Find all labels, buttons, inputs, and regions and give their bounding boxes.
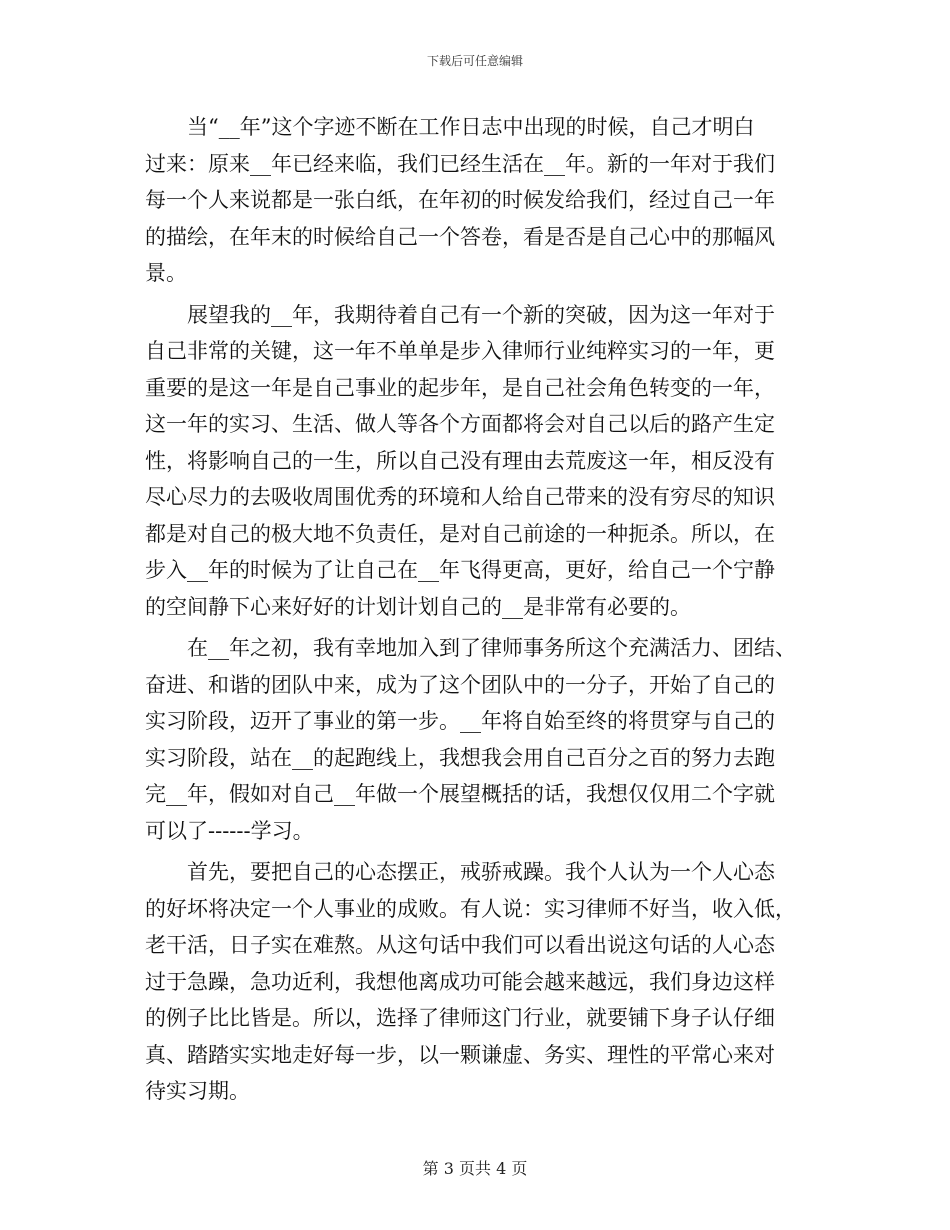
- text-line: 重要的是这一年是自己事业的起步年，是自己社会角色转变的一年，: [145, 375, 775, 400]
- text-line: 真、踏踏实实地走好每一步，以一颗谦虚、务实、理性的平常心来对: [145, 1042, 775, 1067]
- text-line: 待实习期。: [145, 1079, 250, 1103]
- text-line: 展望我的__年，我期待着自己有一个新的突破，因为这一年对于: [145, 302, 775, 327]
- text-line: 这一年的实习、生活、做人等各个方面都将会对自己以后的路产生定: [145, 412, 775, 436]
- text-line: 老干活，日子实在难熬。从这句话中我们可以看出说这句话的人心态: [145, 933, 775, 957]
- text-line: 的例子比比皆是。所以，选择了律师这门行业，就要铺下身子认仔细: [145, 1006, 775, 1030]
- text-line: 步入__年的时候为了让自己在__年飞得更高，更好，给自己一个宁静: [145, 558, 775, 582]
- text-line: 性，将影响自己的一生，所以自己没有理由去荒废这一年，相反没有: [145, 448, 775, 473]
- text-line: 的描绘，在年末的时候给自己一个答卷，看是否是自己心中的那幅风: [145, 224, 775, 249]
- text-line: 实习阶段，迈开了事业的第一步。__年将自始至终的将贯穿与自己的: [145, 709, 775, 733]
- text-line: 可以了------学习。: [145, 818, 314, 843]
- text-line: 在__年之初，我有幸地加入到了律师事务所这个充满活力、团结、: [145, 636, 796, 660]
- paragraph-4: [145, 854, 805, 1110]
- text-line: 的空间静下心来好好的计划计划自己的__是非常有必要的。: [145, 594, 691, 619]
- text-line: 实习阶段，站在__的起跑线上，我想我会用自己百分之百的努力去跑: [145, 745, 775, 770]
- text-line: 奋进、和谐的团队中来，成为了这个团队中的一分子，开始了自己的: [145, 672, 775, 697]
- page-header: 下载后可任意编辑: [426, 54, 523, 68]
- text-line: 首先，要把自己的心态摆正，戒骄戒躁。我个人认为一个人心态: [145, 860, 775, 884]
- text-line: 过来：原来__年已经来临，我们已经生活在__年。新的一年对于我们: [145, 151, 775, 176]
- text-line: 完__年，假如对自己__年做一个展望概括的话，我想仅仅用二个字就: [145, 782, 775, 806]
- text-line: 景。: [145, 261, 187, 285]
- text-line: 都是对自己的极大地不负责任，是对自己前途的一种扼杀。所以，在: [145, 521, 775, 546]
- page-number: 第 3 页共 4 页: [422, 1159, 528, 1178]
- paragraph-2: [145, 297, 805, 626]
- document-body: [145, 109, 805, 1110]
- text-line: 过于急躁，急功近利，我想他离成功可能会越来越远，我们身边这样: [145, 969, 775, 994]
- paragraph-1: [145, 109, 805, 292]
- text-line: 每一个人来说都是一张白纸，在年初的时候发给我们，经过自己一年: [145, 188, 775, 212]
- text-line: 当“__年”这个字迹不断在工作日志中出现的时候，自己才明白: [145, 115, 755, 139]
- text-line: 尽心尽力的去吸收周围优秀的环境和人给自己带来的没有穷尽的知识: [145, 485, 775, 509]
- paragraph-3: [145, 630, 805, 849]
- text-line: 自己非常的关键，这一年不单单是步入律师行业纯粹实习的一年，更: [145, 339, 775, 363]
- text-line: 的好坏将决定一个人事业的成败。有人说：实习律师不好当，收入低，: [145, 896, 796, 921]
